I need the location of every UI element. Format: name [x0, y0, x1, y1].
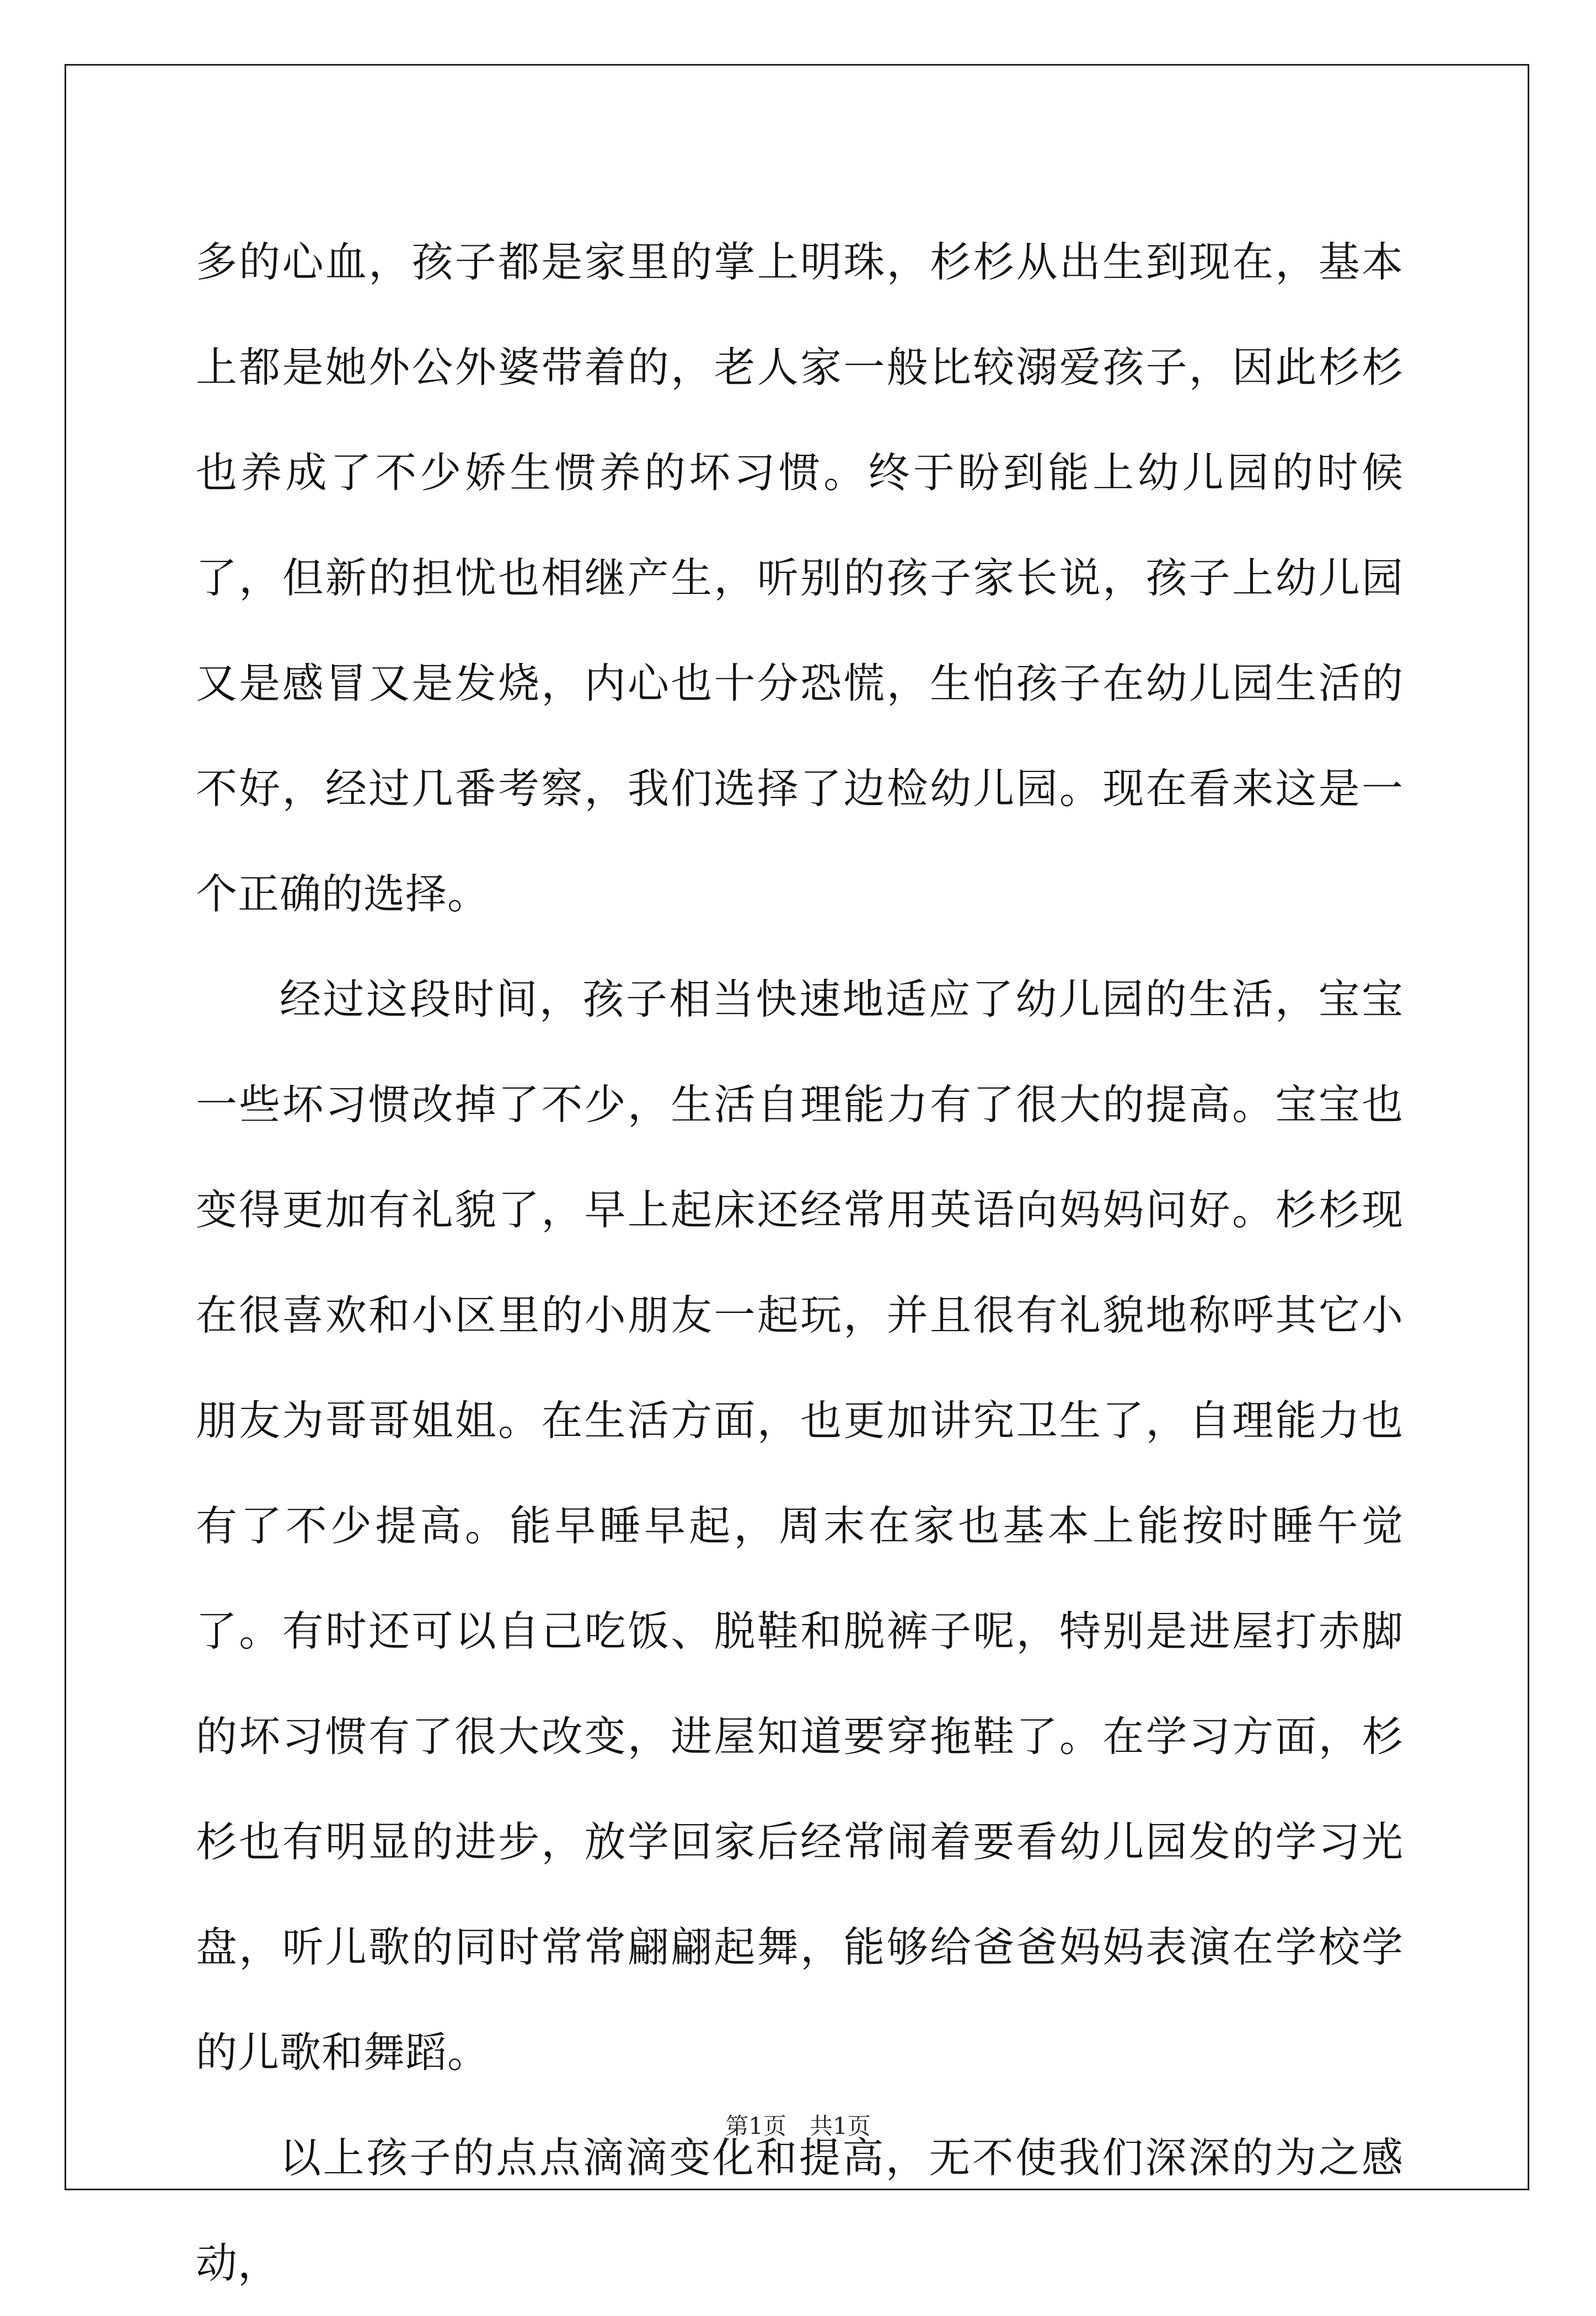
paragraph-3: 以上孩子的点点滴滴变化和提高，无不使我们深深的为之感动，: [196, 2133, 1404, 2287]
paragraph-1: 多的心血，孩子都是家里的掌上明珠，杉杉从出生到现在，基本上都是她外公外婆带着的，老人家一般比较溺爱孩子，因此杉杉也养成了不少娇生惯养的坏习惯。终于盼到能上幼儿园的时候了，但新的担忧也相继产生，听别的孩子家长说，孩子上幼儿园又是感冒又是发烧，内心也十分恐慌，生怕孩子在幼儿园生活的不好，经过几番考察，我们选择了边检幼儿园。现在看来这是一个正确的选择。: [196, 238, 1404, 918]
page-footer: [0, 2110, 1596, 2143]
document-body: [196, 210, 1404, 2316]
page-number: 第1页: [725, 2113, 786, 2140]
paragraph-2: 经过这段时间，孩子相当快速地适应了幼儿园的生活，宝宝一些坏习惯改掉了不少，生活自理能力有了很大的提高。宝宝也变得更加有礼貌了，早上起床还经常用英语向妈妈问好。杉杉现在很喜欢和小区里的小朋友一起玩，并且很有礼貌地称呼其它小朋友为哥哥姐姐。在生活方面，也更加讲究卫生了，自理能力也有了不少提高。能早睡早起，周末在家也基本上能按时睡午觉了。有时还可以自己吃饭、脱鞋和脱裤子呢，特别是进屋打赤脚的坏习惯有了很大改变，进屋知道要穿拖鞋了。在学习方面，杉杉也有明显的进步，放学回家后经常闹着要看幼儿园发的学习光盘，听儿歌的同时常常翩翩起舞，能够给爸爸妈妈表演在学校学的儿歌和舞蹈。: [196, 975, 1404, 2077]
page-total: 共1页: [810, 2113, 871, 2140]
